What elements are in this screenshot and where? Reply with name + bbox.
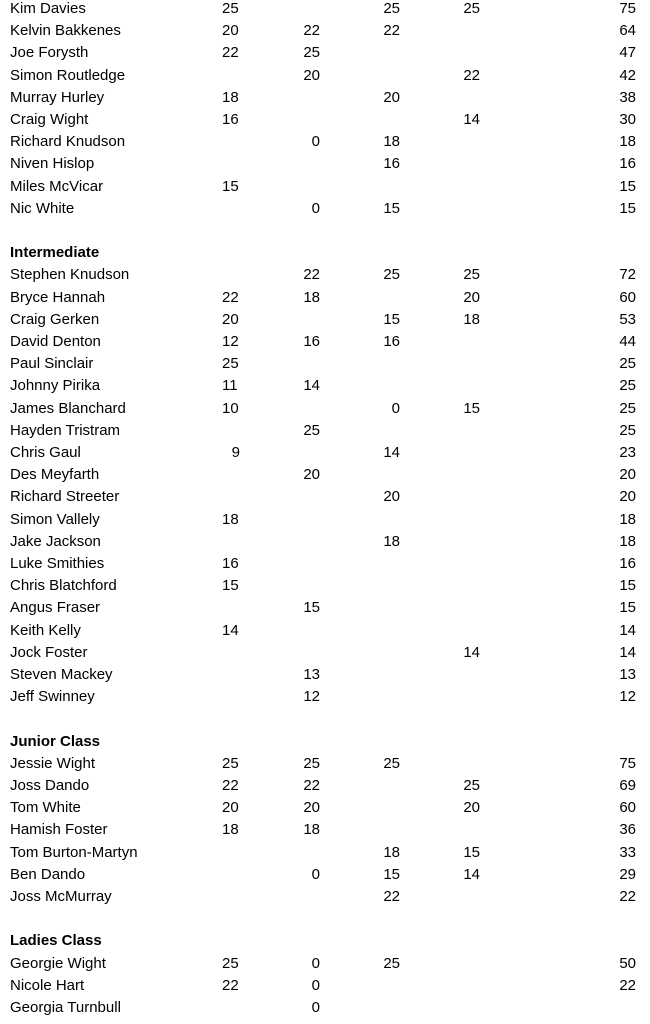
total-score: 60: [619, 799, 636, 817]
result-row: [0, 198, 650, 220]
competitor-name: James Blanchard: [10, 399, 126, 417]
total-score: 18: [619, 133, 636, 151]
result-row: [0, 42, 650, 64]
competitor-name: Angus Fraser: [10, 599, 101, 617]
competitor-name: Richard Streeter: [10, 488, 120, 506]
round-1-score: 25: [222, 954, 239, 972]
result-row: [0, 420, 650, 442]
round-2-score: 16: [303, 333, 320, 350]
total-score: 16: [619, 155, 636, 173]
round-1-score: 25: [222, 355, 239, 373]
total-score: 20: [619, 466, 636, 484]
result-row: [0, 486, 650, 508]
total-score: 15: [619, 599, 636, 617]
round-2-score: 18: [303, 821, 320, 839]
competitor-name: Miles McVicar: [10, 177, 104, 195]
round-3-score: 18: [383, 532, 400, 550]
total-score: 30: [619, 111, 636, 128]
round-4-score: 25: [463, 266, 480, 284]
competitor-name: Stephen Knudson: [10, 266, 130, 284]
competitor-name: Simon Routledge: [10, 66, 126, 84]
total-score: 60: [619, 288, 636, 306]
result-row: [0, 819, 650, 841]
total-score: 15: [619, 199, 636, 217]
competitor-name: Richard Knudson: [10, 133, 126, 151]
total-score: 13: [619, 666, 636, 683]
round-3-score: 15: [383, 865, 400, 883]
total-score: 47: [619, 44, 636, 62]
competitor-name: Hayden Tristram: [10, 421, 121, 439]
total-score: 18: [619, 532, 636, 550]
round-1-score: 20: [222, 22, 239, 40]
result-row: [0, 176, 650, 198]
round-2-score: 14: [303, 377, 320, 395]
round-4-score: 22: [463, 66, 480, 84]
competitor-name: Joss Dando: [10, 777, 90, 794]
round-4-score: 14: [463, 111, 480, 128]
round-3-score: 20: [383, 88, 400, 106]
round-1-score: 12: [222, 333, 239, 350]
competitor-name: Hamish Foster: [10, 821, 108, 839]
competitor-name: Paul Sinclair: [10, 355, 94, 373]
round-4-score: 20: [463, 799, 480, 817]
result-row: [0, 864, 650, 886]
round-2-score: 0: [311, 199, 320, 217]
round-3-score: 15: [383, 199, 400, 217]
competitor-name: Craig Wight: [10, 111, 89, 128]
round-2-score: 25: [303, 754, 320, 772]
result-row: [0, 109, 650, 131]
competitor-name: Chris Blatchford: [10, 577, 117, 595]
round-1-score: 16: [222, 555, 239, 572]
result-row: [0, 553, 650, 575]
result-row: [0, 331, 650, 353]
section-heading-text: Ladies Class: [10, 932, 102, 950]
total-score: 20: [619, 488, 636, 506]
section-heading: [0, 731, 650, 753]
competitor-name: David Denton: [10, 333, 101, 350]
section-heading-text: Junior Class: [10, 732, 101, 750]
result-row: [0, 753, 650, 775]
total-score: 23: [619, 444, 636, 461]
competitor-name: Georgie Wight: [10, 954, 106, 972]
round-1-score: 20: [222, 310, 239, 328]
competitor-name: Nic White: [10, 199, 75, 217]
competitor-name: Simon Vallely: [10, 510, 100, 528]
competitor-name: Luke Smithies: [10, 555, 105, 572]
round-4-score: 18: [463, 310, 480, 328]
competitor-name: Murray Hurley: [10, 88, 105, 106]
total-score: 14: [619, 643, 636, 661]
section-heading: [0, 930, 650, 952]
competitor-name: Keith Kelly: [10, 621, 81, 639]
total-score: 42: [619, 66, 636, 84]
round-2-score: 0: [311, 133, 320, 151]
round-2-score: 20: [303, 66, 320, 84]
result-row: [0, 131, 650, 153]
competitor-name: Joss McMurray: [10, 888, 112, 905]
competitor-name: Tom White: [10, 799, 81, 817]
round-4-score: 25: [463, 0, 480, 17]
round-4-score: 15: [463, 399, 480, 417]
round-1-score: 20: [222, 799, 239, 817]
competitor-name: Jake Jackson: [10, 532, 101, 550]
total-score: 75: [619, 754, 636, 772]
round-2-score: 0: [311, 976, 320, 994]
round-2-score: 12: [303, 688, 320, 706]
total-score: 25: [619, 355, 636, 373]
round-3-score: 15: [383, 310, 400, 328]
total-score: 72: [619, 266, 636, 284]
round-3-score: 20: [383, 488, 400, 506]
round-4-score: 25: [463, 777, 480, 794]
competitor-name: Craig Gerken: [10, 310, 100, 328]
total-score: 38: [619, 88, 636, 106]
competitor-name: Des Meyfarth: [10, 466, 100, 484]
result-row: [0, 0, 650, 20]
competitor-name: Bryce Hannah: [10, 288, 106, 306]
section-heading: [0, 242, 650, 264]
round-3-score: 22: [383, 22, 400, 40]
result-row: [0, 87, 650, 109]
result-row: [0, 375, 650, 397]
result-row: [0, 442, 650, 464]
competitor-name: Kelvin Bakkenes: [10, 22, 121, 40]
total-score: 22: [619, 976, 636, 994]
round-3-score: 18: [383, 133, 400, 151]
round-1-score: 18: [222, 510, 239, 528]
round-1-score: 22: [222, 44, 239, 62]
round-1-score: 25: [222, 0, 239, 17]
round-2-score: 25: [303, 44, 320, 62]
result-row: [0, 353, 650, 375]
total-score: 36: [619, 821, 636, 839]
total-score: 29: [619, 865, 636, 883]
total-score: 50: [619, 954, 636, 972]
round-2-score: 0: [311, 954, 320, 972]
total-score: 22: [619, 888, 636, 905]
result-row: [0, 997, 650, 1019]
result-row: [0, 309, 650, 331]
round-1-score: 22: [222, 777, 239, 794]
result-row: [0, 953, 650, 975]
competitor-name: Joe Forysth: [10, 44, 89, 62]
round-1-score: 16: [222, 111, 239, 128]
result-row: [0, 509, 650, 531]
round-2-score: 15: [303, 599, 320, 617]
round-2-score: 22: [303, 777, 320, 794]
round-2-score: 18: [303, 288, 320, 306]
result-row: [0, 642, 650, 664]
round-4-score: 14: [463, 865, 480, 883]
result-row: [0, 65, 650, 87]
total-score: 53: [619, 310, 636, 328]
round-2-score: 0: [311, 999, 320, 1016]
total-score: 25: [619, 421, 636, 439]
round-2-score: 20: [303, 466, 320, 484]
result-row: [0, 664, 650, 686]
total-score: 33: [619, 843, 636, 861]
round-3-score: 16: [383, 333, 400, 350]
result-row: [0, 597, 650, 619]
round-2-score: 25: [303, 421, 320, 439]
total-score: 15: [619, 177, 636, 195]
competitor-name: Chris Gaul: [10, 444, 81, 461]
total-score: 14: [619, 621, 636, 639]
total-score: 12: [619, 688, 636, 706]
total-score: 75: [619, 0, 636, 17]
total-score: 64: [619, 22, 636, 40]
result-row: [0, 797, 650, 819]
result-row: [0, 398, 650, 420]
round-4-score: 15: [463, 843, 480, 861]
round-3-score: 22: [383, 888, 400, 905]
result-row: [0, 264, 650, 286]
result-row: [0, 886, 650, 908]
round-1-score: 25: [222, 754, 239, 772]
round-1-score: 10: [222, 399, 239, 417]
round-3-score: 25: [383, 266, 400, 284]
competitor-name: Niven Hislop: [10, 155, 95, 173]
total-score: 25: [619, 377, 636, 395]
total-score: 16: [619, 555, 636, 572]
round-1-score: 18: [222, 821, 239, 839]
competitor-name: Jock Foster: [10, 643, 88, 661]
result-row: [0, 775, 650, 797]
round-3-score: 25: [383, 954, 400, 972]
competitor-name: Ben Dando: [10, 865, 86, 883]
competitor-name: Jessie Wight: [10, 754, 96, 772]
round-2-score: 0: [311, 865, 320, 883]
round-3-score: 25: [383, 0, 400, 17]
round-1-score: 22: [222, 976, 239, 994]
result-row: [0, 531, 650, 553]
result-row: [0, 464, 650, 486]
round-2-score: 22: [303, 266, 320, 284]
round-2-score: 20: [303, 799, 320, 817]
round-3-score: 0: [391, 399, 400, 417]
competitor-name: Georgia Turnbull: [10, 999, 121, 1016]
round-1-score: 11: [222, 377, 238, 395]
round-1-score: 14: [222, 621, 239, 639]
round-1-score: 18: [222, 88, 239, 106]
round-4-score: 20: [463, 288, 480, 306]
round-1-score: 9: [231, 444, 240, 461]
round-3-score: 18: [383, 843, 400, 861]
competitor-name: Kim Davies: [10, 0, 86, 17]
total-score: 18: [619, 510, 636, 528]
total-score: 25: [619, 399, 636, 417]
competitor-name: Tom Burton-Martyn: [10, 843, 138, 861]
round-3-score: 16: [383, 155, 400, 173]
round-3-score: 25: [383, 754, 400, 772]
competitor-name: Johnny Pirika: [10, 377, 101, 395]
result-row: [0, 153, 650, 175]
result-row: [0, 620, 650, 642]
competitor-name: Jeff Swinney: [10, 688, 95, 706]
section-heading-text: Intermediate: [10, 244, 100, 262]
round-1-score: 22: [222, 288, 239, 306]
round-1-score: 15: [222, 577, 239, 595]
total-score: 44: [619, 333, 636, 350]
result-row: [0, 575, 650, 597]
result-row: [0, 20, 650, 42]
round-4-score: 14: [463, 643, 480, 661]
competitor-name: Steven Mackey: [10, 666, 113, 683]
result-row: [0, 287, 650, 309]
round-2-score: 13: [303, 666, 320, 683]
result-row: [0, 975, 650, 997]
round-2-score: 22: [303, 22, 320, 40]
competitor-name: Nicole Hart: [10, 976, 85, 994]
total-score: 69: [619, 777, 636, 794]
result-row: [0, 842, 650, 864]
result-row: [0, 686, 650, 708]
total-score: 15: [619, 577, 636, 595]
round-3-score: 14: [383, 444, 400, 461]
round-1-score: 15: [222, 177, 239, 195]
